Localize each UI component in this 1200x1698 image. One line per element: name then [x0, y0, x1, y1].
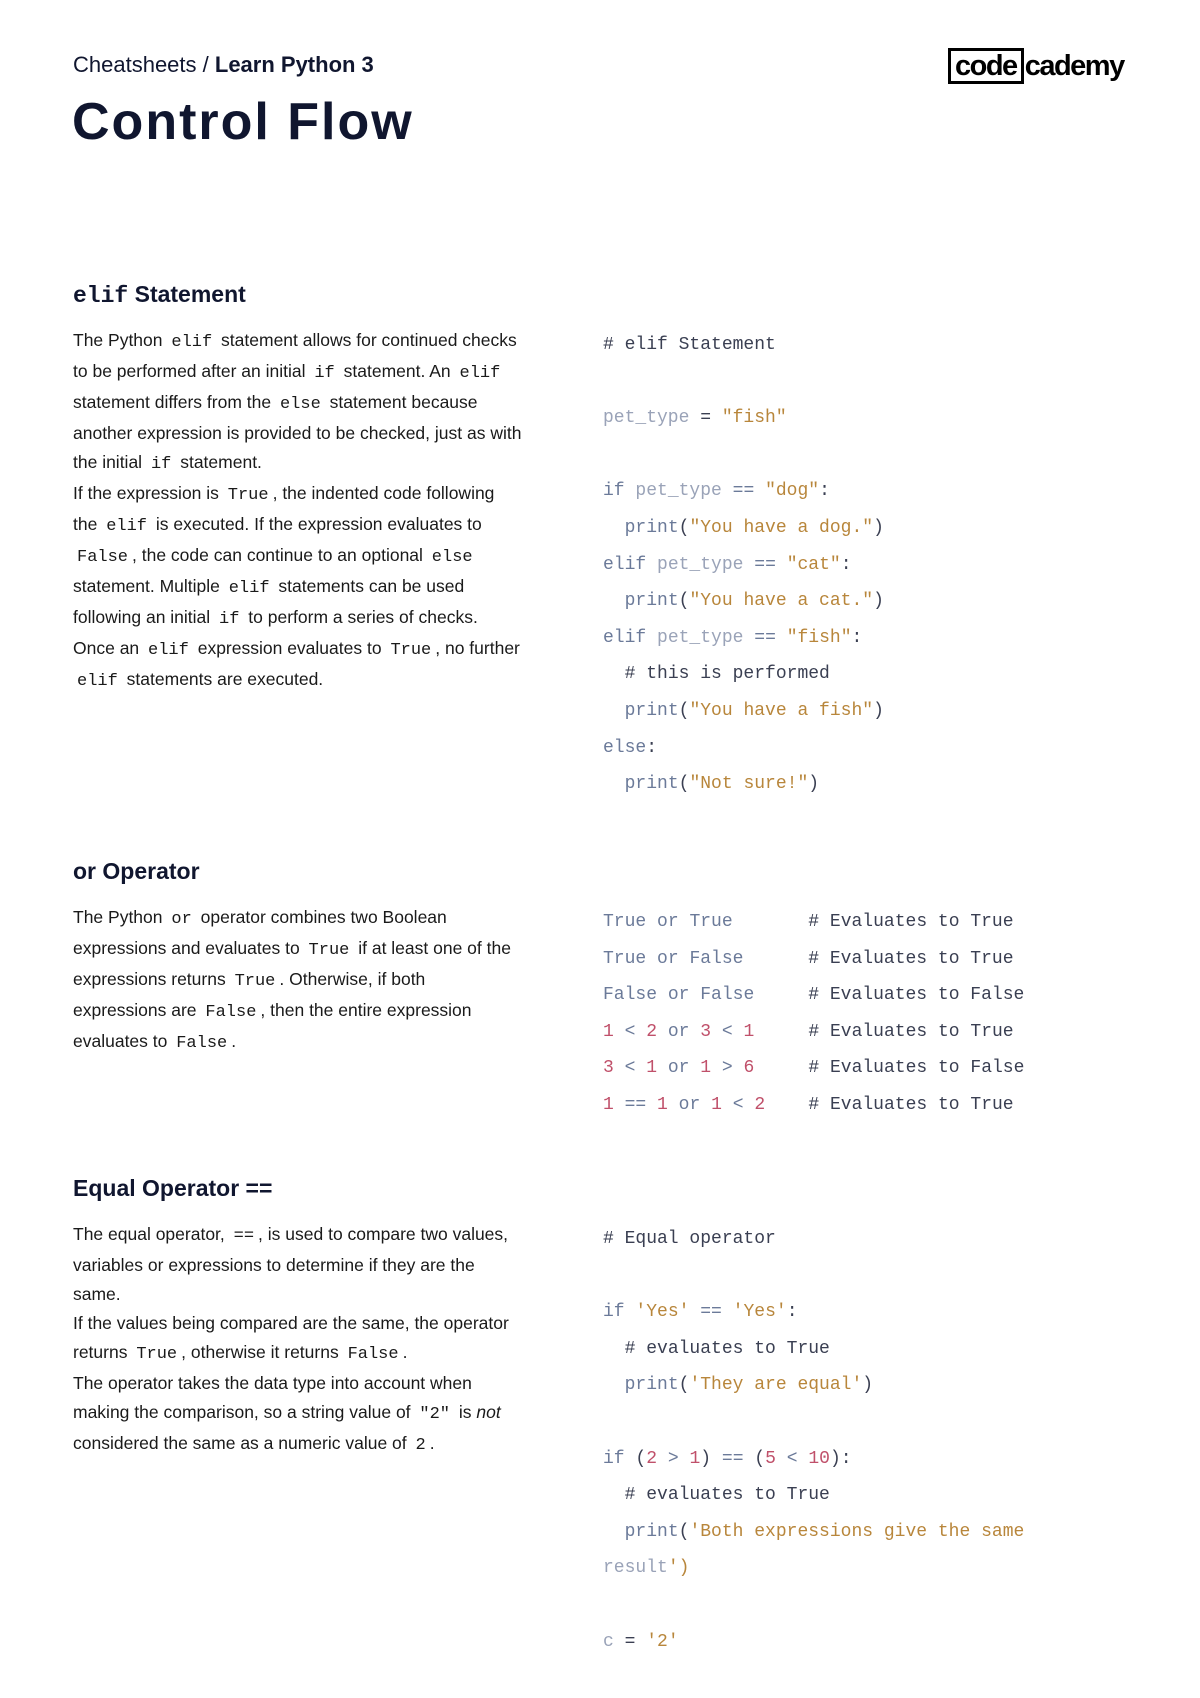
- logo-rest-text: cademy: [1024, 49, 1124, 82]
- page-title: Control Flow: [72, 93, 414, 151]
- section-title-text: Statement: [128, 281, 246, 307]
- description-paragraph: The Python or operator combines two Boolean expressions and evaluates to True if at least one of the expressions returns True . Otherwise, if both expressions are False , then the entire expression evaluates to False .: [73, 907, 511, 1053]
- description-paragraph: If the values being compared are the same, the operator returns True , otherwise it returns False .: [73, 1313, 509, 1364]
- code-block-or[interactable]: [603, 904, 1123, 1124]
- code-line: [603, 437, 1123, 474]
- code-line: if pet_type == "dog":: [603, 481, 830, 502]
- code-line: print("You have a dog."): [624, 517, 884, 538]
- code-line: [603, 1587, 1123, 1624]
- description-paragraph: The equal operator, == , is used to compare two values, variables or expressions to determine if they are the same.: [73, 1224, 509, 1304]
- code-line: 1 < 2 or 3 < 1 # Evaluates to True: [603, 1021, 1014, 1042]
- code-line: [603, 1258, 1123, 1295]
- description-paragraph: The operator takes the data type into account when making the comparison, so a string value of "2" is not considered the same as a numeric value of 2 .: [73, 1373, 501, 1455]
- code-line: else:: [603, 737, 658, 758]
- code-line: print('They are equal'): [624, 1375, 874, 1396]
- code-line: print("You have a cat."): [624, 591, 884, 612]
- logo-boxed-text: code: [948, 48, 1024, 84]
- section-title-or: or Operator: [73, 858, 200, 884]
- code-line: False or False # Evaluates to False: [603, 985, 1025, 1006]
- section-description-elif: [73, 326, 523, 696]
- code-line: if 'Yes' == 'Yes':: [603, 1302, 798, 1323]
- section-description-or: [73, 903, 523, 1058]
- code-line: print("Not sure!"): [624, 774, 820, 795]
- code-line: # Equal operator: [603, 1229, 776, 1249]
- code-line: pet_type = "fish": [603, 408, 787, 429]
- code-line: 3 < 1 or 1 > 6 # Evaluates to False: [603, 1058, 1025, 1079]
- section-title-elif: [73, 281, 246, 309]
- section-title-equal: Equal Operator ==: [73, 1175, 273, 1201]
- code-line: # elif Statement: [603, 335, 776, 355]
- code-line: print('Both expressions give the same: [624, 1521, 1025, 1542]
- code-block-equal[interactable]: [603, 1221, 1123, 1660]
- section-description-equal: [73, 1220, 523, 1460]
- codecademy-logo[interactable]: [948, 48, 1124, 84]
- code-line: # evaluates to True: [624, 1485, 830, 1506]
- code-line: elif pet_type == "cat":: [603, 554, 852, 575]
- code-line: elif pet_type == "fish":: [603, 627, 863, 648]
- code-block-elif[interactable]: [603, 327, 1123, 803]
- code-line: result'): [603, 1558, 690, 1579]
- breadcrumb-root[interactable]: Cheatsheets: [73, 52, 197, 77]
- breadcrumb-separator: /: [196, 52, 215, 77]
- code-line: [603, 364, 1123, 401]
- code-line: c = '2': [603, 1631, 679, 1652]
- code-line: # evaluates to True: [624, 1338, 830, 1359]
- breadcrumb: [73, 52, 374, 78]
- breadcrumb-current[interactable]: Learn Python 3: [214, 52, 374, 77]
- code-line: if (2 > 1) == (5 < 10):: [603, 1448, 852, 1469]
- code-line: # this is performed: [624, 664, 830, 685]
- code-line: [603, 1404, 1123, 1441]
- section-title-code: elif: [73, 283, 129, 309]
- code-line: 1 == 1 or 1 < 2 # Evaluates to True: [603, 1094, 1014, 1115]
- code-line: True or False # Evaluates to True: [603, 948, 1014, 969]
- description-paragraph: If the expression is True , the indented code following the elif is executed. If the expression evaluates to False , the code can continue to an optional else statement. Multiple elif statements can be used following an initial if to perform a series of checks. Once an elif expression evaluates to True , no further elif statements are executed.: [73, 483, 520, 691]
- code-line: print("You have a fish"): [624, 700, 884, 721]
- code-line: True or True # Evaluates to True: [603, 912, 1014, 932]
- description-paragraph: The Python elif statement allows for continued checks to be performed after an initial if statement. An elif statement differs from the else statement because another expression is provided to be checked, just as with the initial if statement.: [73, 330, 522, 474]
